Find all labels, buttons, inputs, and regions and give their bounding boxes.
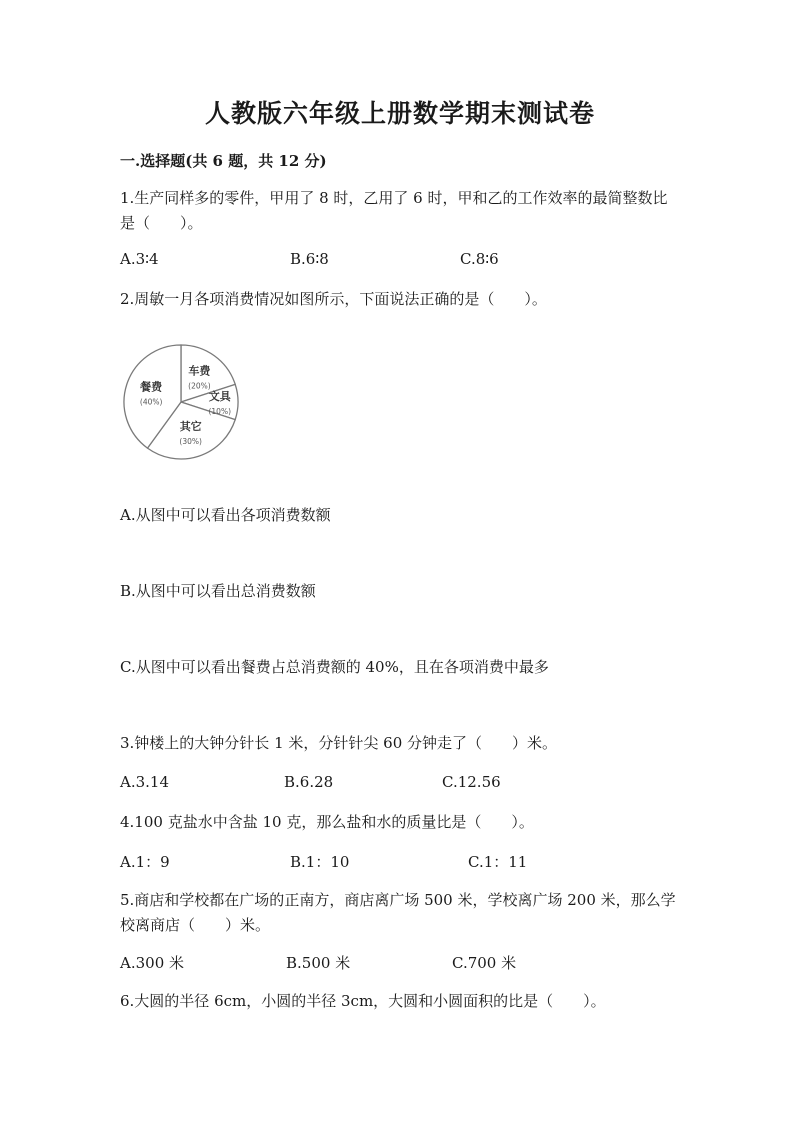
q4-option-c[interactable]: C.1：11 [468,853,528,871]
pie-percent-3: (30%) [179,436,202,446]
q2-option-a[interactable]: A.从图中可以看出各项消费数额 [120,506,331,524]
pie-label-4: 餐费 [140,380,163,394]
question-5: 5.商店和学校都在广场的正南方，商店离广场 500 米，学校离广场 200 米，那么学校离商店（ ）米。 [120,891,676,934]
pie-label-3: 其它 [179,419,202,433]
pie-label-1: 车费 [188,364,211,378]
question-1: 1.生产同样多的零件，甲用了 8 时，乙用了 6 时，甲和乙的工作效率的最简整数比是（ ）。 [120,189,668,232]
question-2: 2.周敏一月各项消费情况如图所示，下面说法正确的是（ ）。 [120,290,547,308]
q2-option-c[interactable]: C.从图中可以看出餐费占总消费额的 40%，且在各项消费中最多 [120,658,549,676]
pie-label-2: 文具 [208,390,231,403]
q5-option-c[interactable]: C.700 米 [452,954,517,972]
pie-percent-2: (10%) [208,407,232,416]
page-title: 人教版六年级上册数学期末测试卷 [204,99,595,128]
question-6: 6.大圆的半径 6cm，小圆的半径 3cm，大圆和小圆面积的比是（ ）。 [120,992,606,1010]
question-4: 4.100 克盐水中含盐 10 克，那么盐和水的质量比是（ ）。 [120,813,534,831]
q5-option-b[interactable]: B.500 米 [286,954,351,972]
q2-option-b[interactable]: B.从图中可以看出总消费数额 [120,582,316,600]
q4-option-b[interactable]: B.1：10 [290,853,350,871]
q3-option-c[interactable]: C.12.56 [442,773,501,791]
consumption-pie-chart [118,340,244,464]
q4-option-a[interactable]: A.1：9 [120,853,170,871]
q1-option-a[interactable]: A.3∶4 [120,250,159,268]
q5-option-a[interactable]: A.300 米 [120,954,184,972]
q3-option-a[interactable]: A.3.14 [120,773,169,791]
q1-option-b[interactable]: B.6∶8 [290,250,329,268]
pie-percent-4: (40%) [139,397,163,407]
section-heading: 一.选择题(共 6 题，共 12 分) [120,152,327,170]
q3-option-b[interactable]: B.6.28 [284,773,334,791]
question-3: 3.钟楼上的大钟分针长 1 米，分针针尖 60 分钟走了（ ）米。 [120,734,558,752]
pie-percent-1: (20%) [188,381,211,391]
q1-option-c[interactable]: C.8∶6 [460,250,499,268]
